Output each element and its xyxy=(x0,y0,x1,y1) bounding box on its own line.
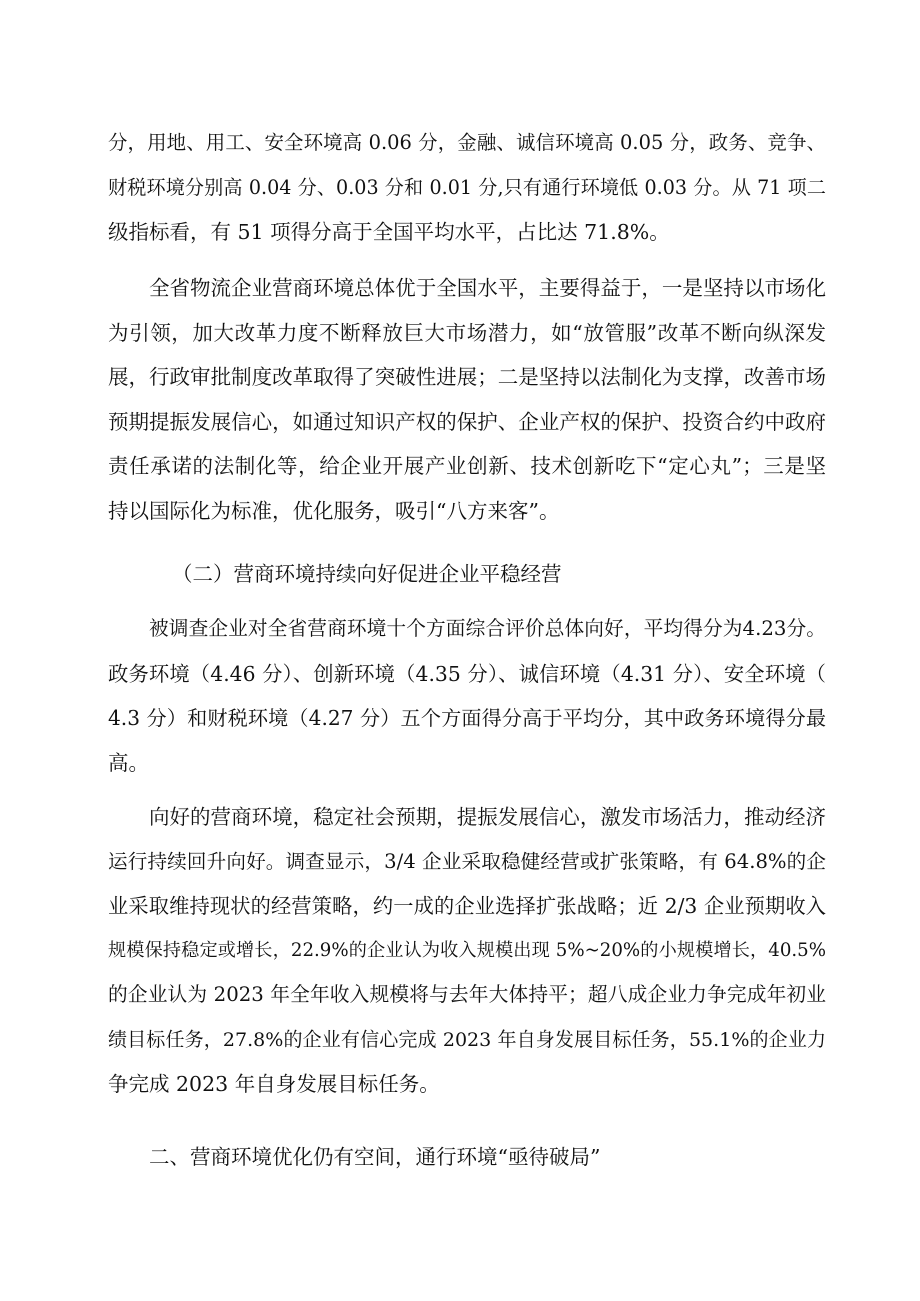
paragraph-line: 分，用地、用工、安全环境高 0.06 分，金融、诚信环境高 0.05 分，政务、竞争、 xyxy=(108,131,826,154)
paragraph-line: 争完成 2023 年自身发展目标任务。 xyxy=(108,1072,440,1096)
paragraph-line: 责任承诺的法制化等，给企业开展产业创新、技术创新吃下“定心丸”；三是坚 xyxy=(108,454,826,478)
paragraph-line: 财税环境分别高 0.04 分、0.03 分和 0.01 分,只有通行环境低 0.03 分。从 71 项二 xyxy=(108,175,826,199)
paragraph-3 xyxy=(108,607,826,785)
paragraph-line: 4.3 分）和财税环境（4.27 分）五个方面得分高于平均分，其中政务环境得分最 xyxy=(108,706,826,730)
paragraph-line: 向好的营商环境，稳定社会预期，提振发展信心，激发市场活力，推动经济 xyxy=(149,805,826,829)
paragraph-line: 业采取维持现状的经营策略，约一成的企业选择扩张战略；近 2/3 企业预期收入 xyxy=(108,894,826,918)
paragraph-line: 持以国际化为标准，优化服务，吸引“八方来客”。 xyxy=(108,498,560,523)
section-heading: 二、营商环境优化仍有空间，通行环境“亟待破局” xyxy=(149,1145,601,1169)
paragraph-line: 为引领，加大改革力度不断释放巨大市场潜力，如“放管服”改革不断向纵深发 xyxy=(108,320,826,345)
sub-heading: （二）营商环境持续向好促进企业平稳经营 xyxy=(172,562,562,586)
paragraph-line: 级指标看，有 51 项得分高于全国平均水平，占比达 71.8%。 xyxy=(108,220,670,244)
paragraph-line: 全省物流企业营商环境总体优于全国水平，主要得益于，一是坚持以市场化 xyxy=(149,276,826,300)
paragraph-line: 高。 xyxy=(108,750,149,775)
paragraph-line: 展，行政审批制度改革取得了突破性进展；二是坚持以法制化为支撑，改善市场 xyxy=(108,365,826,389)
paragraph-2 xyxy=(108,266,826,533)
paragraph-line: 绩目标任务，27.8%的企业有信心完成 2023 年自身发展目标任务，55.1%的企业力 xyxy=(108,1028,826,1051)
paragraph-1 xyxy=(108,121,826,255)
paragraph-line: 被调查企业对全省营商环境十个方面综合评价总体向好，平均得分为4.23分。 xyxy=(149,617,826,640)
paragraph-line: 规模保持稳定或增长，22.9%的企业认为收入规模出现 5%~20%的小规模增长，40.5% xyxy=(108,939,826,961)
paragraph-line: 政务环境（4.46 分）、创新环境（4.35 分）、诚信环境（4.31 分）、安全环境（ xyxy=(108,661,826,686)
paragraph-4 xyxy=(108,795,826,1107)
paragraph-line: 预期提振发展信心，如通过知识产权的保护、企业产权的保护、投资合约中政府 xyxy=(108,409,826,434)
paragraph-line: 运行持续回升向好。调查显示，3/4 企业采取稳健经营或扩张策略，有 64.8%的企 xyxy=(108,849,826,873)
paragraph-line: 的企业认为 2023 年全年收入规模将与去年大体持平；超八成企业力争完成年初业 xyxy=(108,983,826,1006)
